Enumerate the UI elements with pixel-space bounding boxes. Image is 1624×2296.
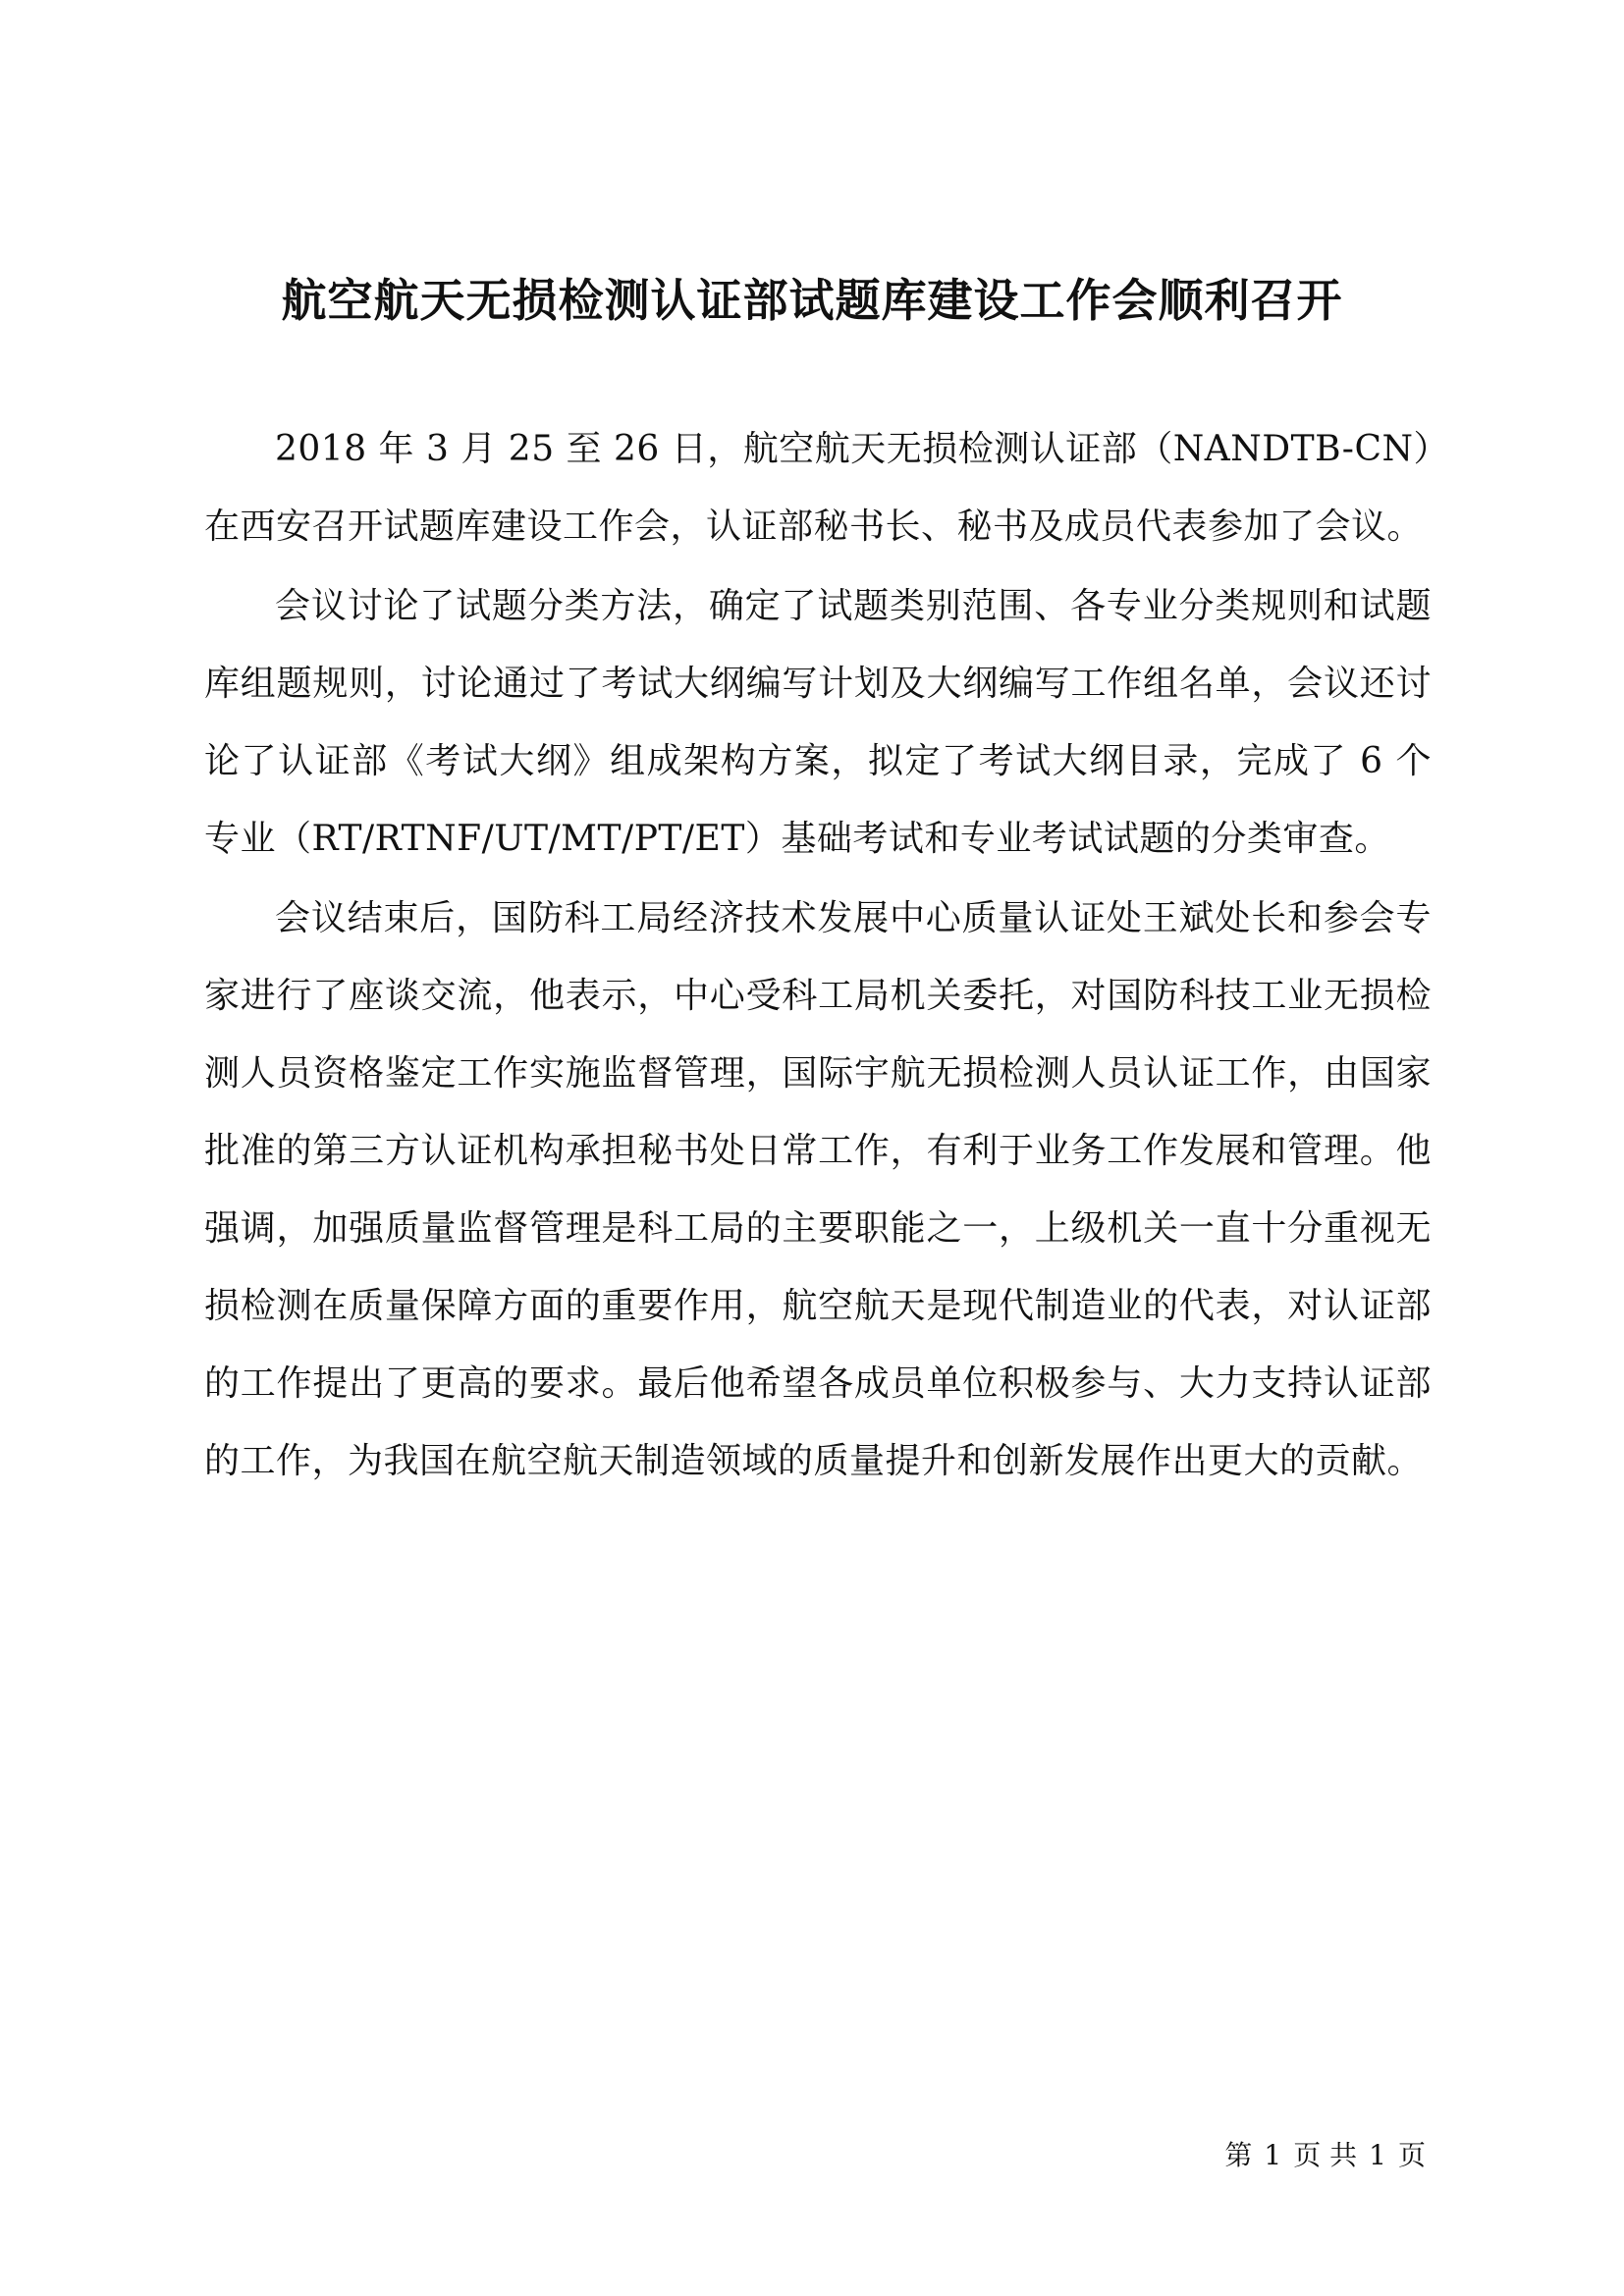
current-page-number: 1: [1264, 2139, 1282, 2171]
page-suffix: 页: [1397, 2139, 1426, 2171]
page-mid-text: 页 共: [1293, 2139, 1358, 2171]
page-prefix: 第: [1224, 2139, 1253, 2171]
paragraph-1: 2018 年 3 月 25 至 26 日，航空航天无损检测认证部（NANDTB-CN）在西安召开试题库建设工作会，认证部秘书长、秘书及成员代表参加了会议。: [204, 429, 1432, 547]
paragraph-3: 会议结束后，国防科工局经济技术发展中心质量认证处王斌处长和参会专家进行了座谈交流，他表示，中心受科工局机关委托，对国防科技工业无损检测人员资格鉴定工作实施监督管理，国际宇航无损检测人员认证工作，由国家批准的第三方认证机构承担秘书处日常工作，有利于业务工作发展和管理。他强调，加强质量监督管理是科工局的主要职能之一，上级机关一直十分重视无损检测在质量保障方面的重要作用，航空航天是现代制造业的代表，对认证部的工作提出了更高的要求。最后他希望各成员单位积极参与、大力支持认证部的工作，为我国在航空航天制造领域的质量提升和创新发展作出更大的贡献。: [204, 898, 1432, 1481]
total-page-number: 1: [1369, 2139, 1386, 2171]
document-title: 航空航天无损检测认证部试题库建设工作会顺利召开: [281, 274, 1343, 327]
page-number-footer: [1218, 2138, 1432, 2173]
paragraph-2: 会议讨论了试题分类方法，确定了试题类别范围、各专业分类规则和试题库组题规则，讨论通过了考试大纲编写计划及大纲编写工作组名单，会议还讨论了认证部《考试大纲》组成架构方案，拟定了考试大纲目录，完成了 6 个专业（RT/RTNF/UT/MT/PT/ET）基础考试和专业考试试题的分类审查。: [204, 586, 1432, 859]
document-body: [204, 410, 1432, 1502]
